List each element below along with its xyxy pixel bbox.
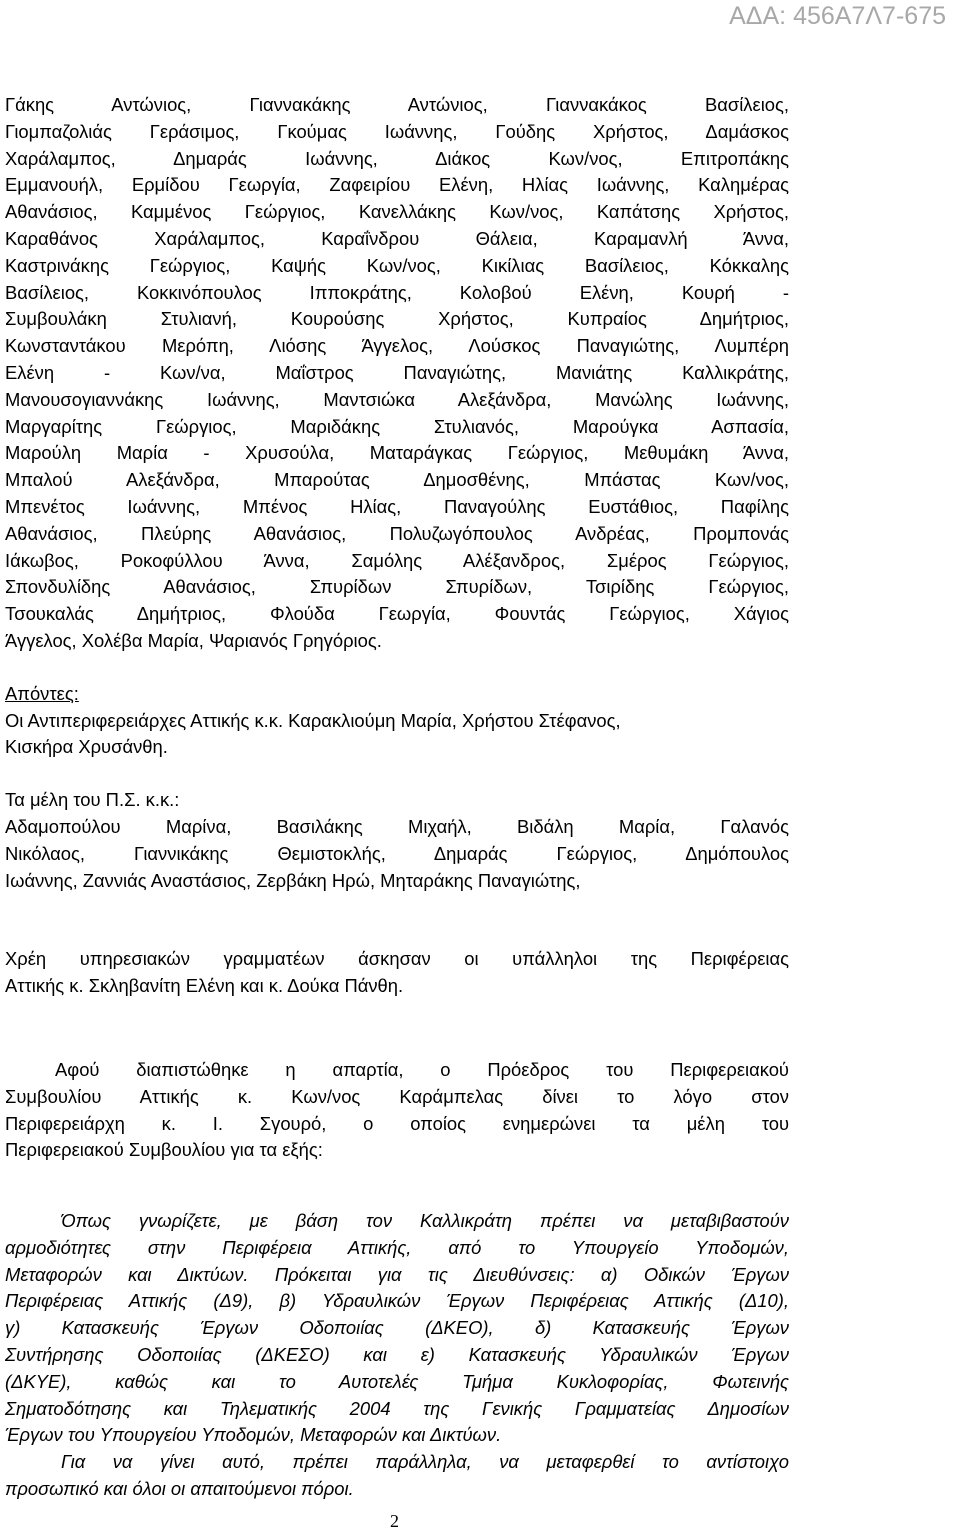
statement-line: γ) Κατασκευής Έργων Οδοποιίας (ΔΚΕΟ), δ) Κατασκευής Έργων xyxy=(5,1317,789,1339)
attendee-line: Συμβουλάκη Στυλιανή, Κουρούσης Χρήστος, Κυπραίος Δημήτριος, xyxy=(5,308,789,330)
attendee-line: Ελένη - Κων/να, Μαΐστρος Παναγιώτης, Μανιάτης Καλλικράτης, xyxy=(5,361,789,383)
attendee-line: Αθανάσιος, Πλεύρης Αθανάσιος, Πολυζωγόπουλος Ανδρέας, Προμπονάς xyxy=(5,522,789,544)
secretaries-line: Αττικής κ. Σκληβανίτη Ελένη και κ. Δούκα Πάνθη. xyxy=(5,975,404,997)
statement-line: Όπως γνωρίζετε, με βάση τον Καλλικράτη πρέπει να μεταβιβαστούν xyxy=(61,1210,789,1232)
board-heading: Τα μέλη του Π.Σ. κ.κ.: xyxy=(5,789,180,811)
board-line: Αδαμοπούλου Μαρίνα, Βασιλάκης Μιχαήλ, Βιδάλη Μαρία, Γαλανός xyxy=(5,815,789,837)
attendee-line: Γιομπαζολιάς Γεράσιμος, Γκούμας Ιωάννης, Γούδης Χρήστος, Δαμάσκος xyxy=(5,120,789,142)
attendees-list xyxy=(5,92,789,655)
attendee-line: Μπαλού Αλεξάνδρα, Μπαρούτας Δημοσθένης, Μπάστας Κων/νος, xyxy=(5,469,789,491)
quorum-line: Περιφερειάρχη κ. Ι. Σγουρό, ο οποίος ενημερώνει τα μέλη του xyxy=(5,1112,789,1134)
secretaries-line: Χρέη υπηρεσιακών γραμματέων άσκησαν οι υπάλληλοι της Περιφέρειας xyxy=(5,948,789,970)
board-line: Νικόλαος, Γιαννικάκης Θεμιστοκλής, Δημαράς Γεώργιος, Δημόπουλος xyxy=(5,842,789,864)
attendee-line: Σπονδυλίδης Αθανάσιος, Σπυρίδων Σπυρίδων, Τσιρίδης Γεώργιος, xyxy=(5,576,789,598)
attendee-line: Κωνσταντάκου Μερόπη, Λιόσης Άγγελος, Λούσκος Παναγιώτης, Λυμπέρη xyxy=(5,335,789,357)
attendee-line: Μαργαρίτης Γεώργιος, Μαριδάκης Στυλιανός, Μαρούγκα Ασπασία, xyxy=(5,415,789,437)
statement-line: Για να γίνει αυτό, πρέπει παράλληλα, να μεταφερθεί το αντίστοιχο xyxy=(61,1451,789,1473)
statement-line: Σηματοδότησης και Τηλεματικής 2004 της Γενικής Γραμματείας Δημοσίων xyxy=(5,1397,789,1419)
attendee-line: Τσουκαλάς Δημήτριος, Φλούδα Γεωργία, Φουντάς Γεώργιος, Χάγιος xyxy=(5,603,789,625)
ada-code: ΑΔΑ: 456Α7Λ7-675 xyxy=(729,2,946,30)
statement-line: Έργων του Υπουργείου Υποδομών, Μεταφορών και Δικτύων. xyxy=(5,1424,502,1446)
absent-line: Κισκήρα Χρυσάνθη. xyxy=(5,736,168,758)
quorum-line: Συμβουλίου Αττικής κ. Κων/νος Καράμπελας δίνει το λόγο στον xyxy=(5,1085,789,1107)
absent-heading: Απόντες: xyxy=(5,682,79,704)
statement-block xyxy=(5,1208,789,1503)
board-line: Ιωάννης, Ζαννιάς Αναστάσιος, Ζερβάκη Ηρώ, Μηταράκης Παναγιώτης, xyxy=(5,869,581,891)
statement-line: προσωπικό και όλοι οι απαιτούμενοι πόροι. xyxy=(5,1478,354,1500)
absent-line: Οι Αντιπεριφερειάρχες Αττικής κ.κ. Καρακλιούμη Μαρία, Χρήστου Στέφανος, xyxy=(5,709,621,731)
statement-line: αρμοδιότητες στην Περιφέρεια Αττικής, από το Υπουργείο Υποδομών, xyxy=(5,1236,789,1258)
attendee-line: Μαρούλη Μαρία - Χρυσούλα, Ματαράγκας Γεώργιος, Μεθυμάκη Άννα, xyxy=(5,442,789,464)
statement-line: (ΔΚΥΕ), καθώς και το Αυτοτελές Τμήμα Κυκλοφορίας, Φωτεινής xyxy=(5,1370,789,1392)
statement-line: Μεταφορών και Δικτύων. Πρόκειται για τις Διευθύνσεις: α) Οδικών Έργων xyxy=(5,1263,789,1285)
attendee-line: Μπενέτος Ιωάννης, Μπένος Ηλίας, Παναγούλης Ευστάθιος, Παφίλης xyxy=(5,495,789,517)
attendee-line: Καστρινάκης Γεώργιος, Καψής Κων/νος, Κικίλιας Βασίλειος, Κόκκαλης xyxy=(5,254,789,276)
attendee-line: Χαράλαμπος, Δημαράς Ιωάννης, Διάκος Κων/νος, Επιτροπάκης xyxy=(5,147,789,169)
document-body xyxy=(5,92,789,1503)
attendee-line: Βασίλειος, Κοκκινόπουλος Ιπποκράτης, Κολοβού Ελένη, Κουρή - xyxy=(5,281,789,303)
attendee-line: Εμμανουήλ, Ερμίδου Γεωργία, Ζαφειρίου Ελένη, Ηλίας Ιωάννης, Καλημέρας xyxy=(5,174,789,196)
quorum-line: Περιφερειακού Συμβουλίου για τα εξής: xyxy=(5,1139,323,1161)
attendee-line: Αθανάσιος, Καμμένος Γεώργιος, Κανελλάκης Κων/νος, Καπάτσης Χρήστος, xyxy=(5,201,789,223)
attendee-line: Μανουσογιαννάκης Ιωάννης, Μαντσιώκα Αλεξάνδρα, Μανώλης Ιωάννης, xyxy=(5,388,789,410)
statement-line: Συντήρησης Οδοποιίας (ΔΚΕΣΟ) και ε) Κατασκευής Υδραυλικών Έργων xyxy=(5,1344,789,1366)
attendee-line: Καραθάνος Χαράλαμπος, Καραΐνδρου Θάλεια, Καραμανλή Άννα, xyxy=(5,227,789,249)
attendee-line: Ιάκωβος, Ροκοφύλλου Άννα, Σαμόλης Αλέξανδρος, Σμέρος Γεώργιος, xyxy=(5,549,789,571)
quorum-line: Αφού διαπιστώθηκε η απαρτία, ο Πρόεδρος του Περιφερειακού xyxy=(55,1058,789,1080)
statement-line: Περιφέρειας Αττικής (Δ9), β) Υδραυλικών Έργων Περιφέρειας Αττικής (Δ10), xyxy=(5,1290,789,1312)
attendee-line: Άγγελος, Χολέβα Μαρία, Ψαριανός Γρηγόριος. xyxy=(5,629,382,651)
attendee-line: Γάκης Αντώνιος, Γιαννακάκης Αντώνιος, Γιαννακάκος Βασίλειος, xyxy=(5,94,789,115)
page-number: 2 xyxy=(390,1511,399,1531)
